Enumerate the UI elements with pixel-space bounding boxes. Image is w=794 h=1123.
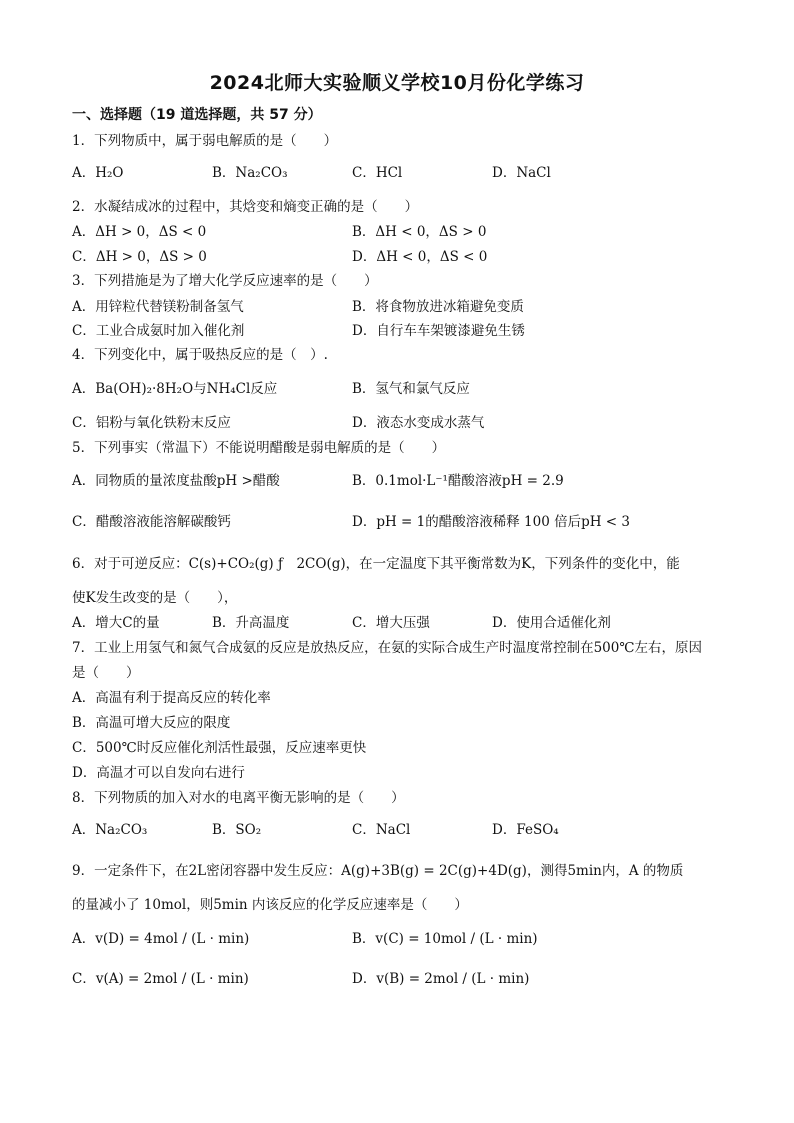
q4-option-b: B．氢气和氯气反应 xyxy=(352,381,470,397)
page-title: 2024北师大实验顺义学校10月份化学练习 xyxy=(209,72,585,94)
q5-option-d: D．pH = 1的醋酸溶液稀释 100 倍后pH < 3 xyxy=(352,514,630,530)
q7-stem-line2: 是（ ） xyxy=(72,665,140,681)
q5-option-a: A．同物质的量浓度盐酸pH >醋酸 xyxy=(72,473,280,489)
q5-option-c: C．醋酸溶液能溶解碳酸钙 xyxy=(72,514,231,530)
q6-option-c: C．增大压强 xyxy=(352,615,430,631)
q8-option-c: C．NaCl xyxy=(352,822,411,838)
section-heading: 一、选择题（19 道选择题，共 57 分） xyxy=(72,107,322,123)
q1-stem: 1．下列物质中，属于弱电解质的是（ ） xyxy=(72,133,338,149)
q6-option-d: D．使用合适催化剂 xyxy=(492,615,611,631)
q5-stem: 5．下列事实（常温下）不能说明醋酸是弱电解质的是（ ） xyxy=(72,440,446,456)
q3-option-d: D．自行车车架镀漆避免生锈 xyxy=(352,323,525,339)
q4-option-a: A．Ba(OH)₂·8H₂O与NH₄Cl反应 xyxy=(72,381,278,397)
q2-option-a: A．ΔH > 0，ΔS < 0 xyxy=(72,224,207,240)
q9-option-c: C．v(A) = 2mol / (L · min) xyxy=(72,971,249,987)
q9-stem-line2: 的量减小了 10mol，则5min 内该反应的化学反应速率是（ ） xyxy=(72,897,468,913)
q1-option-d: D．NaCl xyxy=(492,165,551,181)
q9-option-b: B．v(C) = 10mol / (L · min) xyxy=(352,931,538,947)
q9-option-d: D．v(B) = 2mol / (L · min) xyxy=(352,971,530,987)
q6-option-a: A．增大C的量 xyxy=(72,615,160,631)
q3-option-a: A．用锌粒代替镁粉制备氢气 xyxy=(72,299,244,315)
q1-option-a: A．H₂O xyxy=(72,165,124,181)
q4-option-c: C．铝粉与氧化铁粉末反应 xyxy=(72,415,231,431)
q1-option-c: C．HCl xyxy=(352,165,403,181)
q7-stem-line1: 7．工业上用氢气和氮气合成氨的反应是放热反应，在氨的实际合成生产时温度常控制在500℃左右，原因 xyxy=(72,640,702,656)
q4-stem: 4．下列变化中，属于吸热反应的是（ ）. xyxy=(72,347,328,363)
q3-stem: 3．下列措施是为了增大化学反应速率的是（ ） xyxy=(72,273,378,289)
q3-option-c: C．工业合成氨时加入催化剂 xyxy=(72,323,245,339)
q8-option-d: D．FeSO₄ xyxy=(492,822,559,838)
q2-option-c: C．ΔH > 0，ΔS > 0 xyxy=(72,249,207,265)
q2-option-d: D．ΔH < 0，ΔS < 0 xyxy=(352,249,488,265)
q5-option-b: B．0.1mol·L⁻¹醋酸溶液pH = 2.9 xyxy=(352,473,564,489)
q2-option-b: B．ΔH < 0，ΔS > 0 xyxy=(352,224,487,240)
q7-option-c: C．500℃时反应催化剂活性最强，反应速率更快 xyxy=(72,740,367,756)
q1-option-b: B．Na₂CO₃ xyxy=(212,165,288,181)
q9-option-a: A．v(D) = 4mol / (L · min) xyxy=(72,931,250,947)
q6-stem-line2: 使K发生改变的是（ ）， xyxy=(72,590,238,606)
q4-option-d: D．液态水变成水蒸气 xyxy=(352,415,485,431)
q7-option-d: D．高温才可以自发向右进行 xyxy=(72,765,245,781)
q7-option-a: A．高温有利于提高反应的转化率 xyxy=(72,690,271,706)
q3-option-b: B．将食物放进冰箱避免变质 xyxy=(352,299,524,315)
q8-option-a: A．Na₂CO₃ xyxy=(72,822,148,838)
q6-stem-line1: 6．对于可逆反应：C(s)+CO₂(g) ƒ 2CO(g)，在一定温度下其平衡常数为K，下列条件的变化中，能 xyxy=(72,556,680,572)
q6-option-b: B．升高温度 xyxy=(212,615,290,631)
q7-option-b: B．高温可增大反应的限度 xyxy=(72,715,231,731)
q8-option-b: B．SO₂ xyxy=(212,822,262,838)
q8-stem: 8．下列物质的加入对水的电离平衡无影响的是（ ） xyxy=(72,790,405,806)
q9-stem-line1: 9．一定条件下，在2L密闭容器中发生反应：A(g)+3B(g) = 2C(g)+4D(g)，测得5min内，A 的物质 xyxy=(72,863,684,879)
q2-stem: 2．水凝结成冰的过程中，其焓变和熵变正确的是（ ） xyxy=(72,199,419,215)
